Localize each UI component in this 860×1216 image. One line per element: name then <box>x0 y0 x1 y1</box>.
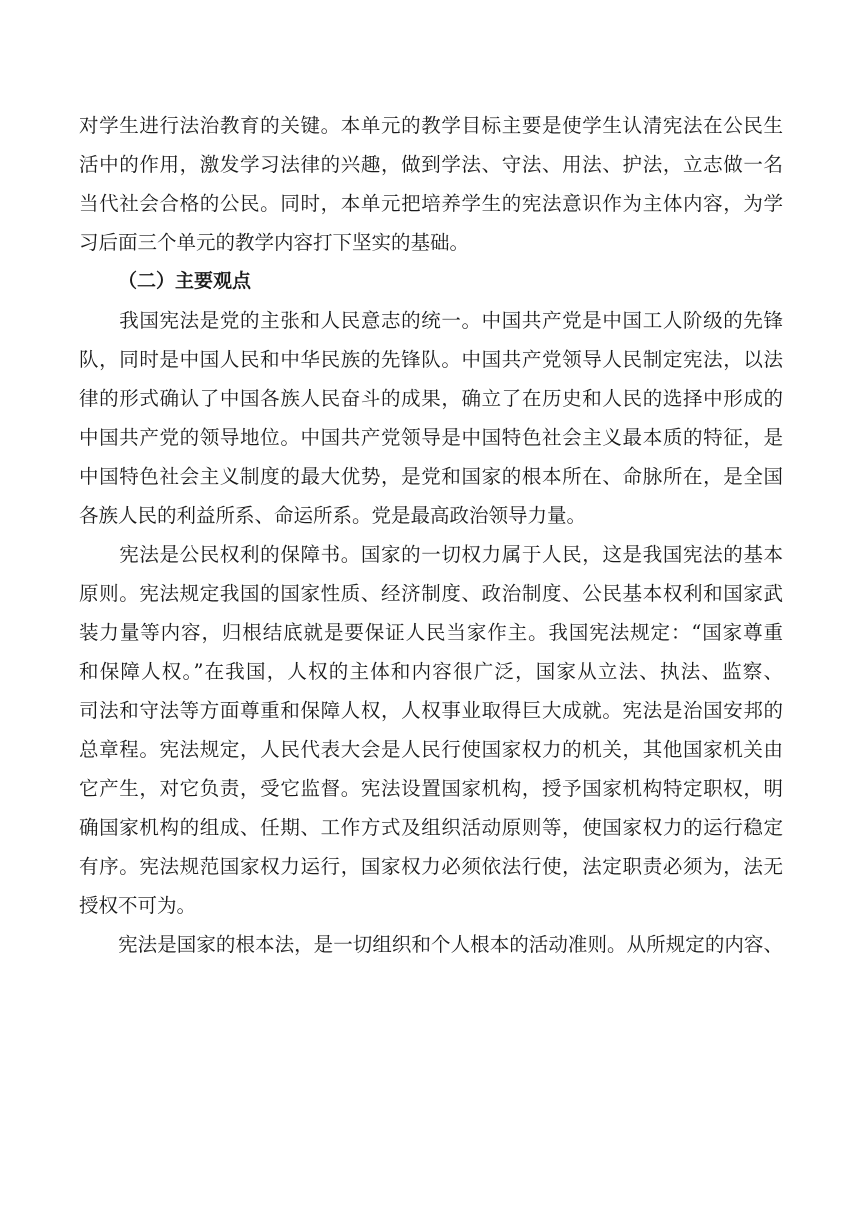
document-body <box>79 106 783 964</box>
text-line: 我国宪法是党的主张和人民意志的统一。中国共产党是中国工人阶级的先锋 <box>79 309 783 332</box>
text-line: 原则。宪法规定我国的国家性质、经济制度、政治制度、公民基本权利和国家武 <box>79 582 783 605</box>
text-line: 律的形式确认了中国各族人民奋斗的成果，确立了在历史和人民的选择中形成的 <box>79 387 783 410</box>
text-line: 装力量等内容，归根结底就是要保证人民当家作主。我国宪法规定：“国家尊重 <box>79 621 783 644</box>
text-line: 活中的作用，激发学习法律的兴趣，做到学法、守法、用法、护法，立志做一名 <box>79 153 783 176</box>
text-line: 对学生进行法治教育的关键。本单元的教学目标主要是使学生认清宪法在公民生 <box>79 114 783 137</box>
text-line: 队，同时是中国人民和中华民族的先锋队。中国共产党领导人民制定宪法，以法 <box>79 348 783 371</box>
text-line: 习后面三个单元的教学内容打下坚实的基础。 <box>79 231 470 254</box>
text-line: 和保障人权。”在我国，人权的主体和内容很广泛，国家从立法、执法、监察、 <box>79 660 783 683</box>
text-line: 有序。宪法规范国家权力运行，国家权力必须依法行使，法定职责必须为，法无 <box>79 855 783 878</box>
text-line: 授权不可为。 <box>79 894 197 917</box>
section-heading: （二）主要观点 <box>118 270 252 292</box>
text-line: 宪法是国家的根本法，是一切组织和个人根本的活动准则。从所规定的内容、 <box>79 933 783 956</box>
text-line: 当代社会合格的公民。同时，本单元把培养学生的宪法意识作为主体内容，为学 <box>79 192 783 215</box>
text-line: 中国共产党的领导地位。中国共产党领导是中国特色社会主义最本质的特征，是 <box>79 426 783 449</box>
text-line: 确国家机构的组成、任期、工作方式及组织活动原则等，使国家权力的运行稳定 <box>79 816 783 839</box>
text-line: 司法和守法等方面尊重和保障人权，人权事业取得巨大成就。宪法是治国安邦的 <box>79 699 783 722</box>
text-line: 各族人民的利益所系、命运所系。党是最高政治领导力量。 <box>79 504 587 527</box>
text-line: 它产生，对它负责，受它监督。宪法设置国家机构，授予国家机构特定职权，明 <box>79 777 783 800</box>
text-line: 宪法是公民权利的保障书。国家的一切权力属于人民，这是我国宪法的基本 <box>79 543 783 566</box>
text-line: 总章程。宪法规定，人民代表大会是人民行使国家权力的机关，其他国家机关由 <box>79 738 783 761</box>
text-line: 中国特色社会主义制度的最大优势，是党和国家的根本所在、命脉所在，是全国 <box>79 465 783 488</box>
